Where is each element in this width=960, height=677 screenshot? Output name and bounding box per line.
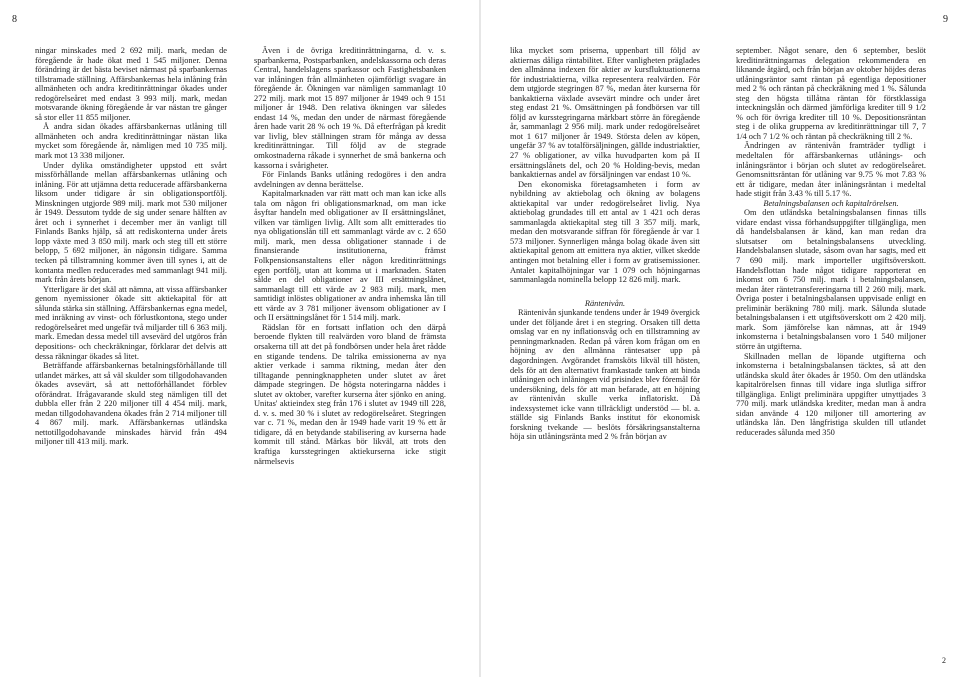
paragraph: ningar minskades med 2 692 milj. mark, medan de föregående år hade ökat med 1 545 miljoner. Denna förändring är det bästa beviset närmast på sparbankernas tillstramade ställning. Affärsbankernas hela inlåning från allmänheten och andra kreditinrättningar ökades under redogörelseåret med endast 3 993 milj. mark, medan motsvarande ökning föregående år var nästan tre gånger så stor eller 11 855 miljoner. (35, 46, 227, 122)
paragraph: Räntenivån sjunkande tendens under år 1949 övergick under det följande året i en stegring. Orsaken till detta omslag var en ny inflationsvåg och en tillstramning av penningmarknaden. Redan på våren kom frågan om en höjning av den allmänna räntesatser upp på dagordningen. Avgörandet framsköts likväl till hösten, dels för att den alternativt framkastade tanken att binda utlåningen och inlåningen vid prisindex blev föremål för undersökning, dels för att man befarade, att en höjning av räntenivån skulle verka inflatoriskt. Då indexsystemet icke vann tillräckligt understöd — bl. a. ställde sig Finlands Banks institut för ekonomisk forskning tvekande — beslöts försäkringsanstalterna höja sin utlåningsränta med 2 % från början av (510, 308, 700, 442)
paragraph: september. Något senare, den 6 september, beslöt kreditinrättningarnas delegation rekommendera en liknande åtgärd, och från början av oktober höjdes deras utlåningsräntor samt räntan på egentliga depositioner med 2 % och räntan på checkräkning med 1 %. Sålunda steg den högsta tillåtna räntan för förstklassiga inteckningslån och därmed jämförliga krediter till 9 1/2 % och för övriga krediter till 10 %. Depositionsräntan steg i de olika grupperna av kreditinrättningar till 7, 7 1/4 och 7 1/2 % och räntan på checkräkning till 2 %. (736, 46, 926, 141)
signature-number: 2 (942, 656, 946, 665)
column-1 (35, 46, 227, 636)
paragraph: Kapitalmarknaden var rätt matt och man kan icke alls tala om någon fri obligationsmarknad, om man icke åsyftar handeln med obligationer av II ersättningslånet, vilken var tämligen livlig. Allt som allt emitterades tio nya obligationslån till ett sammanlagt värde av c. 2 650 milj. mark, men dessa obligationer stannade i de finansierande institutionerna, främst Folkpensionsanstaltens eller någon kreditinrättnings egen portfölj, utan att komma ut i marknaden. Staten sålde en del obligationer av III ersättningslånet, sammanlagt till ett värde av 2 983 milj. mark, men samtidigt inlöstes obligationer av andra inhemska lån till ett värde av 3 781 miljoner ävensom obligationer av I och II ersättningslånet för 1 514 milj. mark. (254, 189, 446, 323)
paragraph: Ytterligare är det skäl att nämna, att vissa affärsbanker genom nyemissioner ökade sitt aktiekapital för att sålunda stärka sin ställning. Affärsbankernas egna medel, med inräkning av vinst- och förlustkontona, stego under redogörelseåret med ungefär två miljarder till 6 363 milj. mark. Emedan dessa medel till avsevärd del utgöros från depositions- och checkräkningar, förklarar det delvis att dessa räkningar ökades så litet. (35, 284, 227, 361)
paragraph: Rädslan för en fortsatt inflation och den därpå beroende flykten till realvärden voro bland de främsta orsakerna till att det på fondbörsen under hela året rådde en stigande tendens. De talrika emissionerna av nya aktier verkade i samma riktning, medan åter den tilltagande penningknappheten under slutet av året dämpade stegringen. De högsta noteringarna nåddes i slutet av oktober, varefter kurserna åter sjönko en aning. Unitas' aktieindex steg från 176 i slutet av 1949 till 228, d. v. s. med 30 % i slutet av redogörelseåret. Stegringen var c. 71 %, medan den år 1949 hade varit 19 % ett år tidigare, då en betydande stabilisering av kurserna hade kommit till stånd. Märkas bör likväl, att trots den kraftiga kursstegringen aktiekurserna icke stigit närmelsevis (254, 322, 446, 466)
section-heading-betalningsbalansen: Betalningsbalansen och kapitalrörelsen. (763, 198, 899, 208)
column-4 (736, 46, 926, 636)
paragraph: Den ekonomiska företagsamheten i form av nybildning av aktiebolag och ökning av bolagens aktiekapital var under redogörelseåret livlig. Nya aktiebolag grundades till ett antal av 1 421 och deras sammanlagda aktiekapital steg till 3 357 milj. mark, medan den motsvarande siffran för föregående år var 1 573 miljoner. Synnerligen många bolag ökade även sitt aktiekapital genom att emittera nya aktier, vilket skedde antingen mot betalning eller i form av gratisemissioner. Antalet kapitalhöjningar var 1 079 och höjningarnas sammanlagda nominella belopp 12 826 milj. mark. (510, 179, 700, 285)
paragraph: Ändringen av räntenivån framträder tydligt i medeltalen för affärsbankernas utlånings- och inlåningsräntor i början och slutet av redogörelseåret. Genomsnittsräntan för utlåning var 9.75 % mot 7.83 % ett år tidigare, medan åter inlåningsräntan i medeltal hade stigit från 3.43 % till 5.17 %. (736, 141, 926, 199)
page-number-left: 8 (12, 14, 17, 25)
paragraph: Under dylika omständigheter uppstod ett svårt missförhållande mellan affärsbankernas utlåning och inlåning. För att utjämna detta reducerade affärsbankerna liksom under tidigare år sin obligationsportfölj. Minskningen utgjorde 989 milj. mark mot 530 miljoner år 1949. Dessutom tydde de sig under senare hälften av året och i synnerhet i december mer än vanligt till Finlands Banks hjälp, så att rediskonterna under årets lopp växte med 3 850 milj. mark och steg till ett större belopp, 5 692 miljoner, än någonsin tidigare. Samma tecken på tillstramning kommer även till synes i, att de kontanta medlen reducerades med sammanlagt 941 milj. mark från årets början. (35, 160, 227, 285)
column-3 (510, 46, 700, 636)
paragraph: Å andra sidan ökades affärsbankernas utlåning till allmänheten och andra kreditinrättningar nästan lika mycket som föregående år, nämligen med 10 735 milj. mark mot 13 338 miljoner. (35, 122, 227, 161)
paragraph: Även i de övriga kreditinrättningarna, d. v. s. sparbankerna, Postsparbanken, andelskassorna och deras Central, handelslagens sparkassor och Fastighetsbanken var inlåningen från allmänheten ojämförligt svagare än föregående år. Ökningen var nämligen sammanlagt 10 272 milj. mark mot 15 897 miljoner år 1949 och 9 151 miljoner år 1948. Den relativa ökningen var således endast 14 %, medan den under de närmast föregående åren hade varit 28 % och 19 %. Då efterfrågan på kredit var livlig, blev ställningen stram för många av dessa kreditinrättningar. Till följd av de stegrade omkostnaderna råkade i synnerhet de små bankerna och kassorna i svårigheter. (254, 46, 446, 170)
page-number-right: 9 (943, 14, 948, 25)
paragraph: Om den utländska betalningsbalansen finnas tills vidare endast vissa förhandsuppgifter tillgängliga, men då handelsbalansen är känd, kan man redan dra slutsatser om betalningsbalansens utveckling. Handelsbalansen slutade, såsom ovan har sagts, med ett 7 690 milj. mark importeller utgiftsöverskott. Handelsflottan hade något tidigare rapporterat en inkomst om 6 750 milj. mark i betalningsbalansen, medan åter räntetransfereringarna till 2 260 milj. mark. Övriga poster i betalningsbalansen uppvisade enligt en preliminär beräkning 780 milj. mark. Sålunda slutade betalningsbalansen i ett utgiftsöverskott om 2 420 milj. mark. Som jämförelse kan nämnas, att år 1949 inkomsterna i betalningsbalansen voro 1 540 miljoner större än utgifterna. (736, 208, 926, 351)
column-2 (254, 46, 446, 636)
section-spacer (510, 285, 700, 299)
paragraph: lika mycket som priserna, uppenbart till följd av aktiernas dåliga räntabilitet. Efter vanligheten präglades den allmänna indexen för aktier av kursfluktuationerna för industriaktierna, vilka representera realvärden. För dem utgjorde stegringen 87 %, medan åter kurserna för bankaktierna växlade avsevärt mindre och under året steg endast 21 %. Omsättningen på fondbörsen var till följd av kursstegringarna märkbart större än föregående år, sammanlagt 2 956 milj. mark under redogörelseåret mot 1 617 miljoner år 1949. Största delen av köpen, ungefär 37 % av totalförsäljningen, gällde industriaktier, 27 % obligationer, av vilka huvudparten kom på II ersättningslånets del, och 20 % Holding-bevis, medan bankaktiernas andel av försäljningen var endast 10 %. (510, 46, 700, 180)
right-page (480, 0, 960, 677)
paragraph: Beträffande affärsbankernas betalningsförhållande till utlandet märkes, att så väl skulder som tillgodohavanden ökades avsevärt, så att nettoförhållandet förblev oförändrat. Ifrågavarande skuld steg nämligen till det dubbla eller från 2 220 miljoner till 4 454 milj. mark, medan tillgodohavandena ökades från 2 714 miljoner till 4 867 milj. mark. Affärsbankernas utländska nettotillgodohavande minskades härvid från 494 miljoner till 413 milj. mark. (35, 361, 227, 447)
section-heading-rantenivan: Räntenivån. (584, 298, 626, 308)
paragraph: För Finlands Banks utlåning redogöres i den andra avdelningen av denna berättelse. (254, 170, 446, 189)
paragraph: Skillnaden mellan de löpande utgifterna och inkomsterna i betalningsbalansen täcktes, så att den utländska skuld åter ökades år 1950. Om den utländska kapitalrörelsen finnas till vidare inga slutliga siffror tillgängliga. Enligt preliminära uppgifter utnyttjades 3 770 milj. mark utländska krediter, medan man å andra sidan använde 4 120 miljoner till amortering av utländska lån. Den långfristiga skulden till utlandet reducerades sålunda med 350 (736, 351, 926, 437)
